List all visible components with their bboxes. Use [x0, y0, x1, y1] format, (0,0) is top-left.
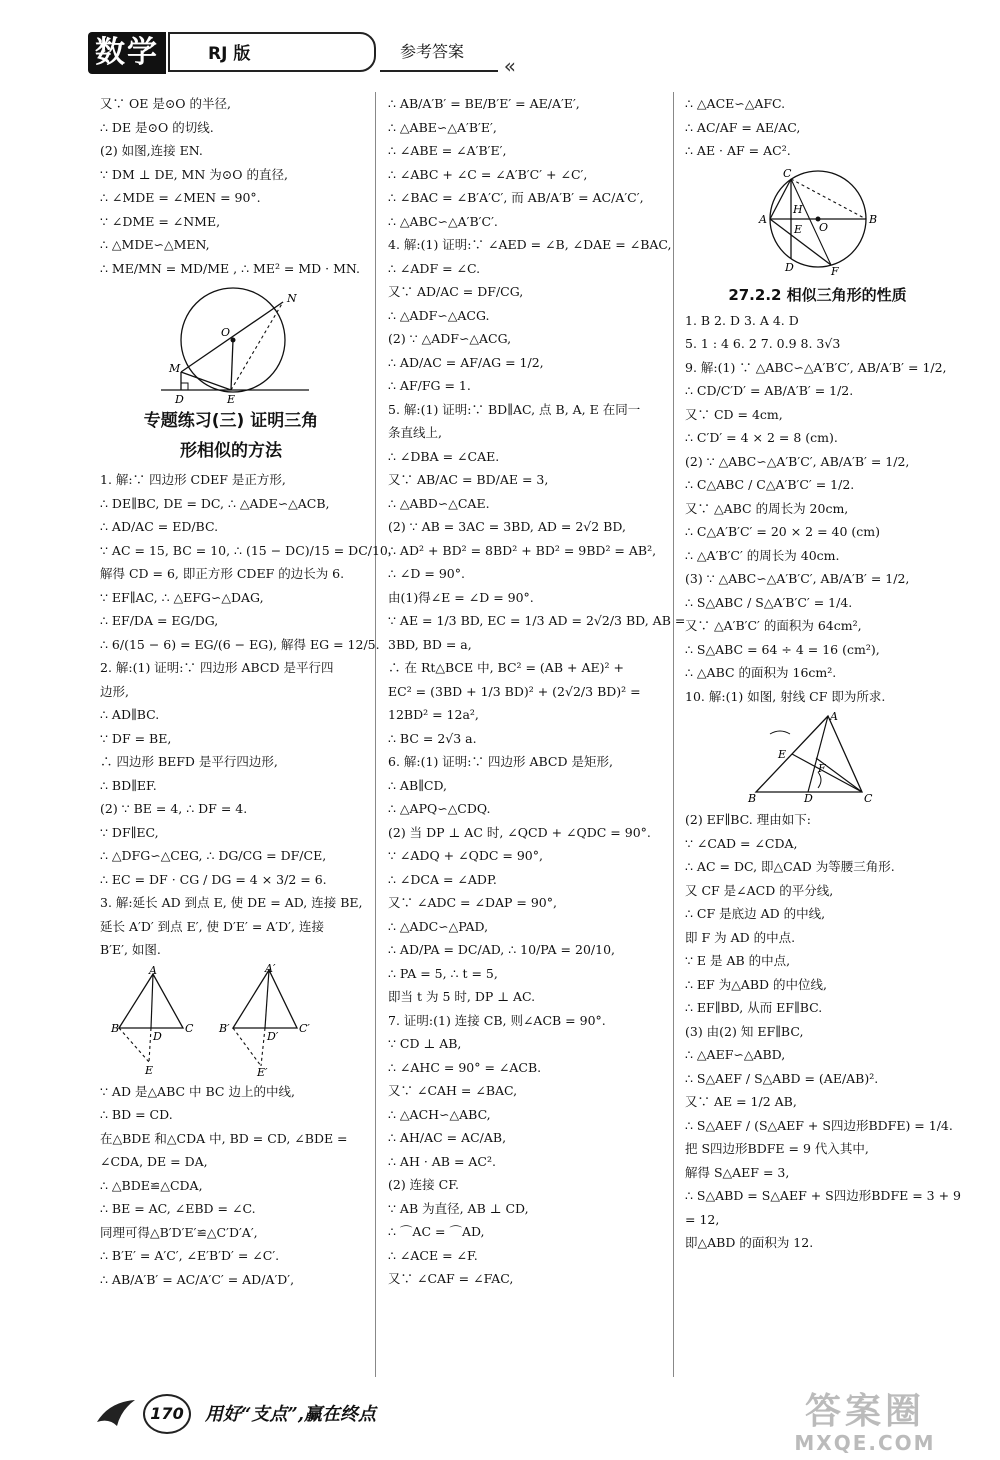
- fig1-label-o: O: [221, 326, 231, 339]
- answer-line: ∴ 四边形 BEFD 是平行四边形,: [100, 754, 278, 769]
- answer-line: 2. 解:(1) 证明:∵ 四边形 ABCD 是平行四: [100, 660, 334, 675]
- fig2-label-c-prime: C′: [299, 1021, 310, 1035]
- watermark-url: MXQE.COM: [794, 1431, 936, 1455]
- answer-line: ∴ △ABC 的面积为 16cm².: [685, 665, 837, 680]
- answer-line: ∴ AH · AB = AC².: [388, 1153, 496, 1169]
- column-divider-2: [673, 92, 674, 1377]
- answer-line: ∠CDA, DE = DA,: [100, 1154, 208, 1169]
- fig2-label-c: C: [185, 1021, 194, 1035]
- answer-line: (2) ∵ △ABC∽△A′B′C′, AB/A′B′ = 1/2,: [685, 453, 910, 469]
- fig3-label-b: B: [868, 212, 877, 226]
- answer-line: 即 F 为 AD 的中点.: [685, 929, 796, 945]
- fig1-label-n: N: [287, 292, 297, 305]
- answer-line: 又∵ △ABC 的周长为 20cm,: [685, 500, 849, 516]
- answer-line: 延长 A′D′ 到点 E′, 使 D′E′ = A′D′, 连接: [100, 918, 324, 934]
- fig2-label-d-prime: D′: [267, 1029, 279, 1043]
- answer-line: 又∵ △A′B′C′ 的面积为 64cm²,: [685, 618, 862, 633]
- answer-line: ∴ △ABD∽△CAE.: [388, 495, 490, 511]
- answer-line: 又∵ ∠ADC = ∠DAP = 90°,: [388, 895, 557, 910]
- fig3-label-o: O: [818, 220, 828, 234]
- fig1-label-d: D: [175, 393, 184, 406]
- answer-line: ∴ ME/MN = MD/ME , ∴ ME² = MD · MN.: [100, 260, 361, 276]
- page-footer: [95, 1390, 515, 1438]
- column-1: [100, 92, 392, 1291]
- answer-line: 又∵ AD/AC = DF/CG,: [388, 284, 524, 299]
- answer-line: ∴ △AEF∽△ABD,: [685, 1047, 786, 1062]
- answer-line: ∴ ∠ACE = ∠F.: [388, 1247, 478, 1263]
- answer-line: (2) ∵ △ADF∽△ACG,: [388, 331, 512, 346]
- answer-line: 又∵ OE 是⊙O 的半径,: [100, 96, 231, 111]
- fig4-label-f: F: [817, 762, 826, 775]
- fig2-label-e: E: [145, 1063, 154, 1077]
- answer-line: 即当 t 为 5 时, DP ⊥ AC.: [388, 989, 536, 1004]
- col2-block: [388, 92, 686, 1291]
- answer-line: 又 CF 是∠ACD 的平分线,: [685, 882, 834, 898]
- answer-line: ∴ 6/(15 − 6) = EG/(6 − EG), 解得 EG = 12/5.: [100, 636, 380, 652]
- answer-line: ∴ ∠DBA = ∠CAE.: [388, 448, 500, 464]
- answer-line: ∴ AF/FG = 1.: [388, 378, 471, 393]
- answer-line: ∴ △ADC∽△PAD,: [388, 918, 489, 934]
- answer-line: 又∵ CD = 4cm,: [685, 406, 783, 422]
- answer-line: ∴ AC/AF = AE/AC,: [685, 119, 801, 135]
- answer-line: ∴ △DFG∽△CEG, ∴ DG/CG = DF/CE,: [100, 848, 327, 863]
- section-label: [380, 32, 516, 78]
- fig3-label-h: H: [792, 202, 803, 216]
- answer-line: ∴ PA = 5, ∴ t = 5,: [388, 965, 498, 981]
- answer-line: ∴ AB/A′B′ = AC/A′C′ = AD/A′D′,: [100, 1271, 295, 1287]
- answer-line: ∵ AC = 15, BC = 10, ∴ (15 − DC)/15 = DC/10,: [100, 542, 392, 558]
- answer-line: (3) ∵ △ABC∽△A′B′C′, AB/A′B′ = 1/2,: [685, 571, 910, 586]
- col1-block-c: [100, 1080, 362, 1292]
- answer-line: 又∵ ∠CAH = ∠BAC,: [388, 1083, 518, 1098]
- answer-line: 1. 解:∵ 四边形 CDEF 是正方形,: [100, 472, 286, 487]
- answer-line: = 12,: [685, 1211, 720, 1227]
- subject-logo: 数学: [88, 32, 166, 74]
- answer-line: ∴ BD = CD.: [100, 1107, 173, 1122]
- fig2-label-d: D: [153, 1029, 162, 1043]
- answer-line: ∴ AD² + BD² = 8BD² + BD² = 9BD² = AB²,: [388, 542, 657, 558]
- answer-line: ∴ AE · AF = AC².: [685, 143, 791, 158]
- answer-line: 5. 1 : 4 6. 2 7. 0.9 8. 3√3: [685, 336, 841, 351]
- answer-line: 在△BDE 和△CDA 中, BD = CD, ∠BDE =: [100, 1130, 348, 1146]
- answer-line: ∴ △ACH∽△ABC,: [388, 1106, 491, 1122]
- watermark: [750, 1392, 980, 1456]
- answer-line: ∴ ∠ABC + ∠C = ∠A′B′C′ + ∠C′,: [388, 166, 588, 182]
- answer-line: 9. 解:(1) ∵ △ABC∽△A′B′C′, AB/A′B′ = 1/2,: [685, 359, 947, 375]
- answer-line: ∴ EC = DF · CG / DG = 4 × 3/2 = 6.: [100, 871, 327, 887]
- footer-slogan: 用好“支点”,赢在终点: [205, 1404, 376, 1425]
- answer-line: ∵ ∠DME = ∠NME,: [100, 213, 221, 229]
- answer-line: ∵ AD 是△ABC 中 BC 边上的中线,: [100, 1083, 295, 1099]
- fig3-label-f: F: [830, 264, 839, 278]
- answer-line: ∴ CD/C′D′ = AB/A′B′ = 1/2.: [685, 383, 854, 398]
- answer-line: ∴ △ACE∽△AFC.: [685, 96, 786, 111]
- answer-line: ∴ S△ABD = S△AEF + S四边形BDFE = 3 + 9: [685, 1188, 961, 1203]
- answer-line: 又∵ ∠CAF = ∠FAC,: [388, 1271, 514, 1286]
- col1-block-a: [100, 92, 362, 280]
- answer-line: B′E′, 如图.: [100, 942, 161, 957]
- answer-line: ∴ ⌒AC = ⌒AD,: [388, 1224, 485, 1239]
- answer-line: ∵ DF = BE,: [100, 730, 172, 746]
- answer-line: (2) 连接 CF.: [388, 1177, 459, 1192]
- answer-line: ∴ △ADF∽△ACG.: [388, 307, 490, 323]
- answer-line: ∵ E 是 AB 的中点,: [685, 953, 791, 968]
- col3-block-c: [685, 808, 961, 1255]
- answer-line: ∴ AD/AC = AF/AG = 1/2,: [388, 354, 544, 370]
- answer-line: ∴ ∠ADF = ∠C.: [388, 260, 481, 276]
- answer-line: ∵ ∠ADQ + ∠QDC = 90°,: [388, 848, 543, 863]
- page-header: [88, 28, 516, 80]
- answer-line: ∵ CD ⊥ AB,: [388, 1036, 462, 1051]
- answer-line: 即△ABD 的面积为 12.: [685, 1235, 814, 1250]
- answer-line: ∴ BC = 2√3 a.: [388, 730, 477, 746]
- answer-line: ∵ AE = 1/3 BD, EC = 1/3 AD = 2√2/3 BD, AB =: [388, 613, 686, 628]
- answer-line: 3. 解:延长 AD 到点 E, 使 DE = AD, 连接 BE,: [100, 895, 363, 910]
- watermark-title: 答案圈: [804, 1391, 925, 1432]
- answer-line: ∴ S△ABC / S△A′B′C′ = 1/4.: [685, 594, 853, 610]
- col3-block-b: [685, 309, 950, 709]
- answer-line: 7. 证明:(1) 连接 CB, 则∠ACB = 90°.: [388, 1012, 606, 1028]
- answer-line: ∴ S△ABC = 64 ÷ 4 = 16 (cm²),: [685, 641, 880, 657]
- page-number: 170: [143, 1394, 191, 1434]
- answer-line: ∴ △ABC∽△A′B′C′.: [388, 213, 498, 229]
- answer-line: (2) 如图,连接 EN.: [100, 143, 203, 158]
- answer-line: ∵ ∠CAD = ∠CDA,: [685, 835, 798, 851]
- answer-line: ∴ DE∥BC, DE = DC, ∴ △ADE∽△ACB,: [100, 495, 330, 511]
- answer-line: ∴ △APQ∽△CDQ.: [388, 801, 491, 816]
- answer-line: ∴ B′E′ = A′C′, ∠E′B′D′ = ∠C′.: [100, 1248, 280, 1263]
- fig1-label-e: E: [227, 393, 236, 406]
- answer-line: ∴ CF 是底边 AD 的中线,: [685, 906, 826, 921]
- fig2-label-b-prime: B′: [219, 1021, 230, 1035]
- answer-line: 6. 解:(1) 证明:∵ 四边形 ABCD 是矩形,: [388, 754, 613, 769]
- fig2-label-a-prime: A′: [265, 961, 276, 975]
- answer-line: (3) 由(2) 知 EF∥BC,: [685, 1023, 804, 1039]
- fig3-label-c: C: [782, 166, 791, 180]
- answer-line: ∴ EF 为△ABD 的中位线,: [685, 976, 827, 992]
- answer-line: ∴ ∠BAC = ∠B′A′C′, 而 AB/A′B′ = AC/A′C′,: [388, 190, 644, 205]
- circle-chord-figure: [743, 167, 893, 277]
- fig2-label-a: A: [149, 963, 157, 977]
- answer-line: 条直线上,: [388, 425, 442, 440]
- answer-line: 12BD² = 12a²,: [388, 707, 479, 722]
- answer-line: ∴ △A′B′C′ 的周长为 40cm.: [685, 547, 840, 563]
- section-title-27-2-2: 27.2.2 相似三角形的性质: [728, 285, 907, 304]
- circle-tangent-figure: [151, 284, 311, 404]
- answer-line: 又∵ AB/AC = BD/AE = 3,: [388, 472, 549, 487]
- fig3-label-e: E: [793, 222, 802, 236]
- answer-line: ∴ ∠DCA = ∠ADP.: [388, 871, 497, 887]
- chevron-icon: «: [503, 54, 516, 78]
- fig1-label-m: M: [169, 362, 181, 375]
- answer-line: 由(1)得∠E = ∠D = 90°.: [388, 589, 534, 605]
- answer-line: 5. 解:(1) 证明:∵ BD∥AC, 点 B, A, E 在同一: [388, 401, 641, 417]
- answer-line: ∵ EF∥AC, ∴ △EFG∽△DAG,: [100, 589, 264, 605]
- fig4-label-e: E: [777, 748, 786, 761]
- answer-line: ∴ S△AEF / (S△AEF + S四边形BDFE) = 1/4.: [685, 1117, 953, 1133]
- answer-line: ∴ AD/PA = DC/AD, ∴ 10/PA = 20/10,: [388, 942, 615, 957]
- answer-line: ∴ C′D′ = 4 × 2 = 8 (cm).: [685, 430, 838, 445]
- answer-line: (2) EF∥BC. 理由如下:: [685, 812, 811, 827]
- answer-line: ∴ C△ABC / C△A′B′C′ = 1/2.: [685, 477, 855, 492]
- two-triangles-figure: [111, 961, 351, 1079]
- answer-line: ∴ ∠ABE = ∠A′B′E′,: [388, 143, 507, 158]
- answer-line: ∴ AB/A′B′ = BE/B′E′ = AE/A′E′,: [388, 96, 580, 111]
- answer-line: (2) ∵ AB = 3AC = 3BD, AD = 2√2 BD,: [388, 519, 626, 534]
- answer-line: ∴ AB∥CD,: [388, 777, 448, 793]
- answer-line: ∴ EF∥BD, 从而 EF∥BC.: [685, 1000, 823, 1015]
- answer-line: 1. B 2. D 3. A 4. D: [685, 312, 799, 328]
- section-title-line2: 形相似的方法: [180, 441, 282, 461]
- answer-line: 解得 S△AEF = 3,: [685, 1164, 790, 1180]
- answer-line: ∴ BE = AC, ∠EBD = ∠C.: [100, 1201, 256, 1216]
- answer-line: ∴ AD/AC = ED/BC.: [100, 519, 219, 534]
- answer-line: ∴ S△AEF / S△ABD = (AE/AB)².: [685, 1070, 879, 1086]
- answer-line: ∴ C△A′B′C′ = 20 × 2 = 40 (cm): [685, 524, 881, 539]
- answer-line: ∴ 在 Rt△BCE 中, BC² = (AB + AE)² +: [388, 660, 624, 675]
- bird-icon: [95, 1396, 139, 1432]
- answer-line: ∴ ∠MDE = ∠MEN = 90°.: [100, 190, 261, 205]
- answer-line: ∴ △BDE≌△CDA,: [100, 1177, 203, 1193]
- fig2-label-e-prime: E′: [257, 1065, 268, 1079]
- answer-line: ∴ AC = DC, 即△CAD 为等腰三角形.: [685, 859, 895, 874]
- answer-line: ∵ DF∥EC,: [100, 824, 159, 840]
- fig4-label-c: C: [863, 792, 872, 805]
- section-title-line1: 专题练习(三) 证明三角: [143, 411, 319, 431]
- answer-line: (2) ∵ BE = 4, ∴ DF = 4.: [100, 801, 248, 816]
- answer-line: ∴ ∠D = 90°.: [388, 566, 465, 581]
- column-2: [388, 92, 686, 1291]
- fig2-label-b: B: [111, 1021, 120, 1035]
- answer-line: 边形,: [100, 683, 129, 699]
- answer-line: 解得 CD = 6, 即正方形 CDEF 的边长为 6.: [100, 566, 345, 581]
- triangle-construction-figure: [748, 712, 888, 804]
- answer-line: ∴ AH/AC = AC/AB,: [388, 1130, 507, 1145]
- answer-line: ∴ AD∥BC.: [100, 707, 160, 722]
- answer-line: ∴ EF/DA = EG/DG,: [100, 613, 219, 628]
- column-3: [685, 92, 961, 1255]
- answer-line: (2) 当 DP ⊥ AC 时, ∠QCD + ∠QDC = 90°.: [388, 824, 651, 840]
- column-divider-1: [375, 92, 376, 1377]
- fig3-label-d: D: [784, 260, 794, 274]
- answer-line: ∵ DM ⊥ DE, MN 为⊙O 的直径,: [100, 166, 288, 182]
- col1-block-b: [100, 468, 392, 962]
- answer-line: ∴ △ABE∽△A′B′E′,: [388, 119, 497, 135]
- answer-line: 把 S四边形BDFE = 9 代入其中,: [685, 1141, 869, 1156]
- edition-label: RJ 版: [168, 32, 376, 72]
- col3-block-a: [685, 92, 950, 163]
- fig4-label-b: B: [747, 792, 756, 805]
- answer-line: 4. 解:(1) 证明:∵ ∠AED = ∠B, ∠DAE = ∠BAC,: [388, 237, 672, 252]
- answer-line: 3BD, BD = a,: [388, 636, 472, 652]
- answer-line: EC² = (3BD + 1/3 BD)² + (2√2/3 BD)² =: [388, 683, 641, 699]
- section-text: 参考答案: [400, 42, 465, 61]
- answer-line: ∴ BD∥EF.: [100, 777, 157, 793]
- fig3-label-a: A: [758, 212, 767, 226]
- answer-line: ∴ △MDE∽△MEN,: [100, 237, 210, 252]
- answer-line: ∵ AB 为直径, AB ⊥ CD,: [388, 1200, 529, 1216]
- answer-line: 10. 解:(1) 如图, 射线 CF 即为所求.: [685, 688, 886, 704]
- answer-line: ∴ DE 是⊙O 的切线.: [100, 119, 214, 135]
- answer-line: 同理可得△B′D′E′≌△C′D′A′,: [100, 1224, 258, 1240]
- answer-line: ∴ ∠AHC = 90° = ∠ACB.: [388, 1059, 542, 1075]
- answer-line: 又∵ AE = 1/2 AB,: [685, 1094, 797, 1109]
- fig4-label-d: D: [803, 792, 813, 805]
- fig4-label-a: A: [829, 710, 838, 723]
